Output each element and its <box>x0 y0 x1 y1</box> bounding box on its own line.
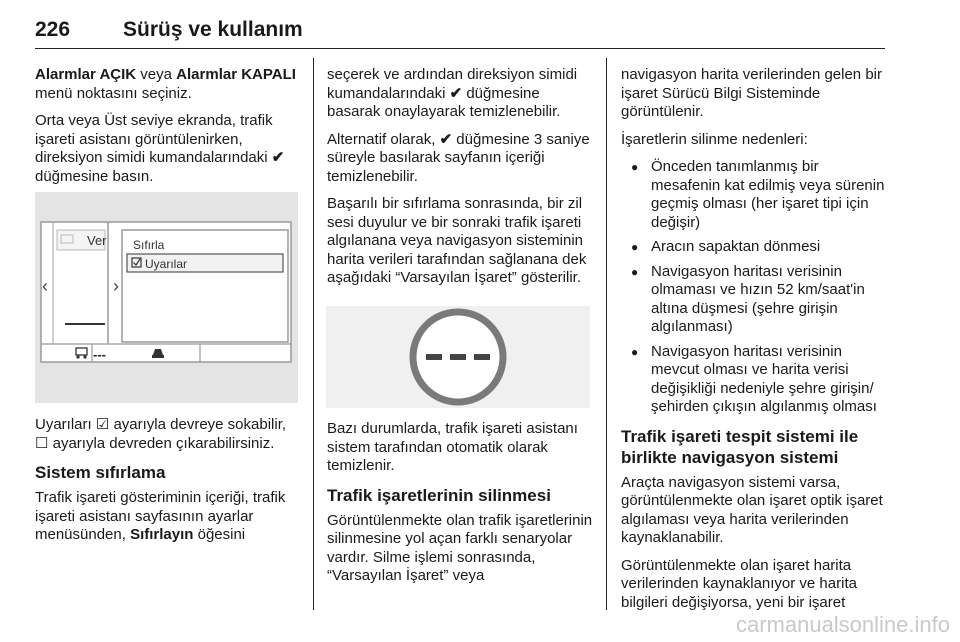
paragraph: Araçta navigasyon sistemi varsa, görüntülenmekte olan işaret optik işaret algılaması veya harita verilerinden kaynaklanabilir. <box>621 473 883 546</box>
text-run: Trafik işareti gösteriminin içeriği, trafik işareti asistanı sayfasının ayarlar menüsünden, <box>35 489 286 543</box>
list-item: ● Önceden tanımlanmış bir mesafenin kat edilmiş veya sürenin geçmiş olması (her işaret tipi için değişir) <box>621 158 887 232</box>
display-screen-svg <box>35 192 298 403</box>
page-number: 226 <box>35 18 71 41</box>
column-3 <box>621 66 887 621</box>
page-header <box>35 14 885 49</box>
menu-item-warnings: Uyarılar <box>145 257 188 271</box>
list-item: ● Navigasyon haritası verisinin olmaması ve hızın 52 km/saat'in altına düşmesi (şehre girişin algılanması) <box>621 263 887 337</box>
text-run: düğmesine basın. <box>35 167 154 185</box>
list-item: ● Navigasyon haritası verisinin mevcut olması ve harita verisi değişikliği nedeniyle şehre girişin/şehirden çıkışın algılanmış olması <box>621 343 887 417</box>
check-icon: ✔ <box>439 130 453 148</box>
menu-item-reset: Sıfırla <box>133 238 165 252</box>
column-2 <box>327 66 593 297</box>
text-run: düğmesine basarak onaylayarak temizlenebilir. <box>327 84 561 120</box>
chapter-title: Sürüş ve kullanım <box>123 18 303 41</box>
paragraph: Görüntülenmekte olan işaret harita verilerinden kaynaklanıyor ve harita bilgileri değişiyorsa, yeni bir işaret <box>621 556 857 611</box>
check-icon: ✔ <box>271 149 285 166</box>
paragraph <box>327 66 593 122</box>
paragraph: Görüntülenmekte olan trafik işaretlerinin silinmesine yol açan farklı senaryolar vardır. Silme işlemi sonrasında, “Varsayılan İşaret” veya <box>327 511 593 584</box>
text-run: seçerek ve ardından direksiyon simidi kumandalarındaki <box>327 66 578 102</box>
column-divider-2 <box>606 58 607 610</box>
column-2-continued <box>327 420 593 595</box>
text-run: Orta veya Üst seviye ekranda, trafik işareti asistanı görüntülenirken, direksiyon simidi kumandalarındaki <box>35 112 273 166</box>
column-1-continued <box>35 416 299 554</box>
paragraph <box>35 489 299 545</box>
section-heading-navigation: Trafik işareti tespit sistemi ile birlikte navigasyon sistemi <box>621 426 859 467</box>
section-heading-sign-deletion: Trafik işaretlerinin silinmesi <box>327 485 551 505</box>
text-run: Alternatif olarak, <box>327 130 440 148</box>
watermark: carmanualsonline.info <box>735 612 950 637</box>
text-run: düğmesine 3 saniye süreyle basılarak sayfanın içeriği temizlenebilir. <box>327 130 590 185</box>
paragraph: Bazı durumlarda, trafik işareti asistanı sistem tarafından otomatik olarak temizlenir. <box>327 420 578 474</box>
text-run: veya <box>136 66 177 83</box>
paragraph <box>35 112 299 186</box>
option-alarms-off: Alarmlar KAPALI <box>176 66 296 83</box>
paragraph: navigasyon harita verilerinden gelen bir işaret Sürücü Bilgi Sisteminde görüntülenir. <box>621 66 882 120</box>
deletion-reasons-list <box>621 158 887 417</box>
section-heading-system-reset: Sistem sıfırlama <box>35 463 166 482</box>
text-run: öğesini <box>193 526 246 543</box>
default-sign-illustration <box>326 306 590 408</box>
nav-right-arrow: › <box>113 276 119 296</box>
status-dashes: --- <box>93 347 106 362</box>
option-alarms-on: Alarmlar AÇIK <box>35 66 137 83</box>
list-item: ● Aracın sapaktan dönmesi <box>621 238 887 257</box>
paragraph: Başarılı bir sıfırlama sonrasında, bir zil sesi duyulur ve bir sonraki trafik işareti algılanana veya navigasyon sisteminin harita verileri tarafından sağlanana dek aşağıdaki “Varsayılan İşaret” gösterilir. <box>327 195 587 286</box>
option-reset: Sıfırlayın <box>130 526 194 543</box>
column-1 <box>35 66 299 195</box>
paragraph <box>327 131 593 187</box>
nav-left-arrow: ‹ <box>42 276 48 296</box>
paragraph: İşaretlerin silinme nedenleri: <box>621 130 808 148</box>
display-illustration <box>35 192 298 403</box>
column-divider-1 <box>313 58 314 610</box>
default-sign-svg <box>326 306 590 408</box>
text-run: menü noktasını seçiniz. <box>35 84 192 102</box>
paragraph: Uyarıları ☑ ayarıyla devreye sokabilir, ☐ ayarıyla devreden çıkarabilirsiniz. <box>35 416 287 452</box>
paragraph <box>35 66 299 103</box>
tab-ver-label: Ver <box>87 233 107 248</box>
check-icon: ✔ <box>449 84 463 102</box>
